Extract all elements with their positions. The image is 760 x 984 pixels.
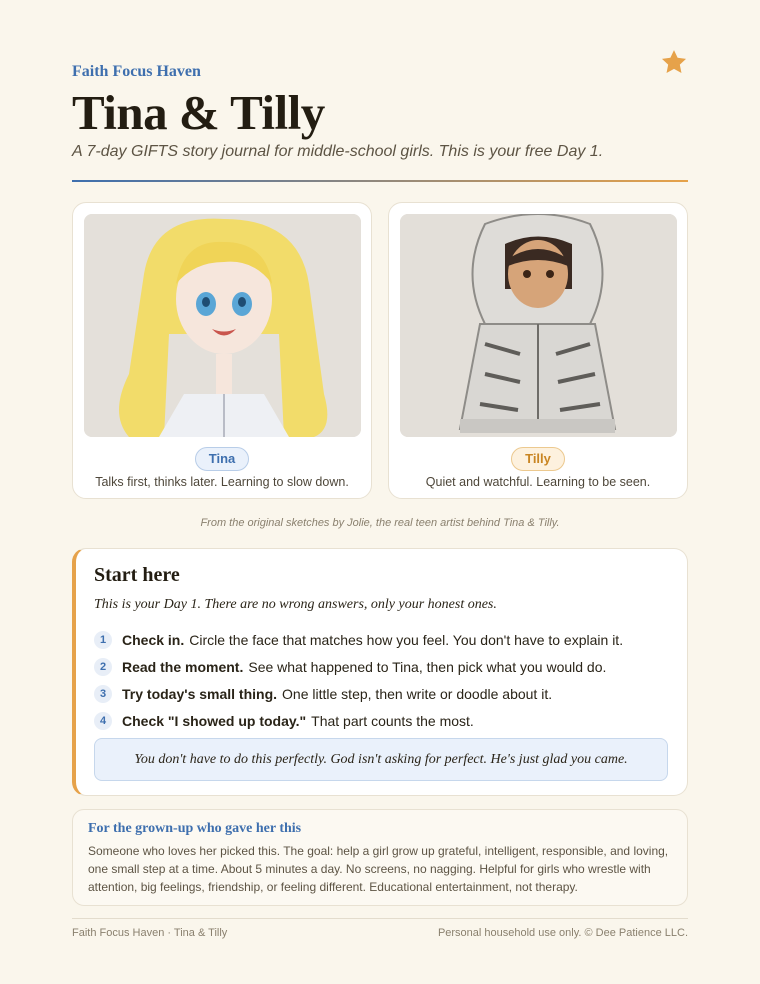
character-name-badge: Tilly	[511, 447, 565, 471]
grownup-note	[72, 809, 688, 906]
footer-divider	[72, 918, 688, 919]
artist-credit: From the original sketches by Jolie, the real teen artist behind Tina & Tilly.	[200, 517, 560, 529]
list-item	[94, 626, 674, 653]
step-number: 2	[94, 658, 112, 676]
step-title: Read the moment.	[122, 658, 244, 675]
character-description: Quiet and watchful. Learning to be seen.	[425, 475, 651, 489]
page-title: Tina & Tilly	[72, 85, 325, 140]
star-icon	[660, 48, 688, 76]
step-title: Check in.	[122, 631, 185, 648]
character-description: Talks first, thinks later. Learning to slow down.	[95, 475, 349, 489]
step-text: Circle the face that matches how you feel. You don't have to explain it.	[189, 631, 624, 648]
step-title: Try today's small thing.	[122, 685, 278, 702]
character-card-tina	[72, 202, 372, 499]
tilly-portrait	[400, 214, 677, 437]
header-divider	[72, 180, 688, 182]
list-item	[94, 653, 674, 680]
step-text: That part counts the most.	[311, 712, 474, 729]
page-subtitle: A 7-day GIFTS story journal for middle-school girls. This is your free Day 1.	[72, 143, 604, 160]
character-name-badge: Tina	[195, 447, 250, 471]
brand-name: Faith Focus Haven	[72, 63, 201, 80]
list-item	[94, 680, 674, 707]
footer-right: Personal household use only. © Dee Patience LLC.	[437, 927, 688, 939]
step-number: 3	[94, 685, 112, 703]
list-item	[94, 707, 674, 734]
step-number: 4	[94, 712, 112, 730]
step-text: One little step, then write or doodle about it.	[282, 685, 553, 702]
step-number: 1	[94, 631, 112, 649]
step-title: Check "I showed up today."	[122, 712, 307, 729]
section-lead: This is your Day 1. There are no wrong answers, only your honest ones.	[94, 597, 497, 612]
footer-left: Faith Focus Haven · Tina & Tilly	[72, 927, 228, 939]
start-here-section	[72, 548, 688, 796]
section-heading: Start here	[94, 564, 180, 586]
steps-list	[94, 626, 674, 734]
character-card-tilly	[388, 202, 688, 499]
encouragement-quote: You don't have to do this perfectly. God isn't asking for perfect. He's just glad you came.	[94, 738, 668, 781]
tina-portrait	[84, 214, 361, 437]
grownup-body: Someone who loves her picked this. The goal: help a girl grow up grateful, intelligent, responsible, and loving, one small step at a time. About 5 minutes a day. No screens, no nagging. Helpful for girls who wrestle with attention, big feelings, friendship, or feeling different. Educational entertainment, not therapy.	[88, 844, 669, 894]
step-text: See what happened to Tina, then pick what you would do.	[248, 658, 607, 675]
grownup-heading: For the grown-up who gave her this	[88, 821, 302, 836]
